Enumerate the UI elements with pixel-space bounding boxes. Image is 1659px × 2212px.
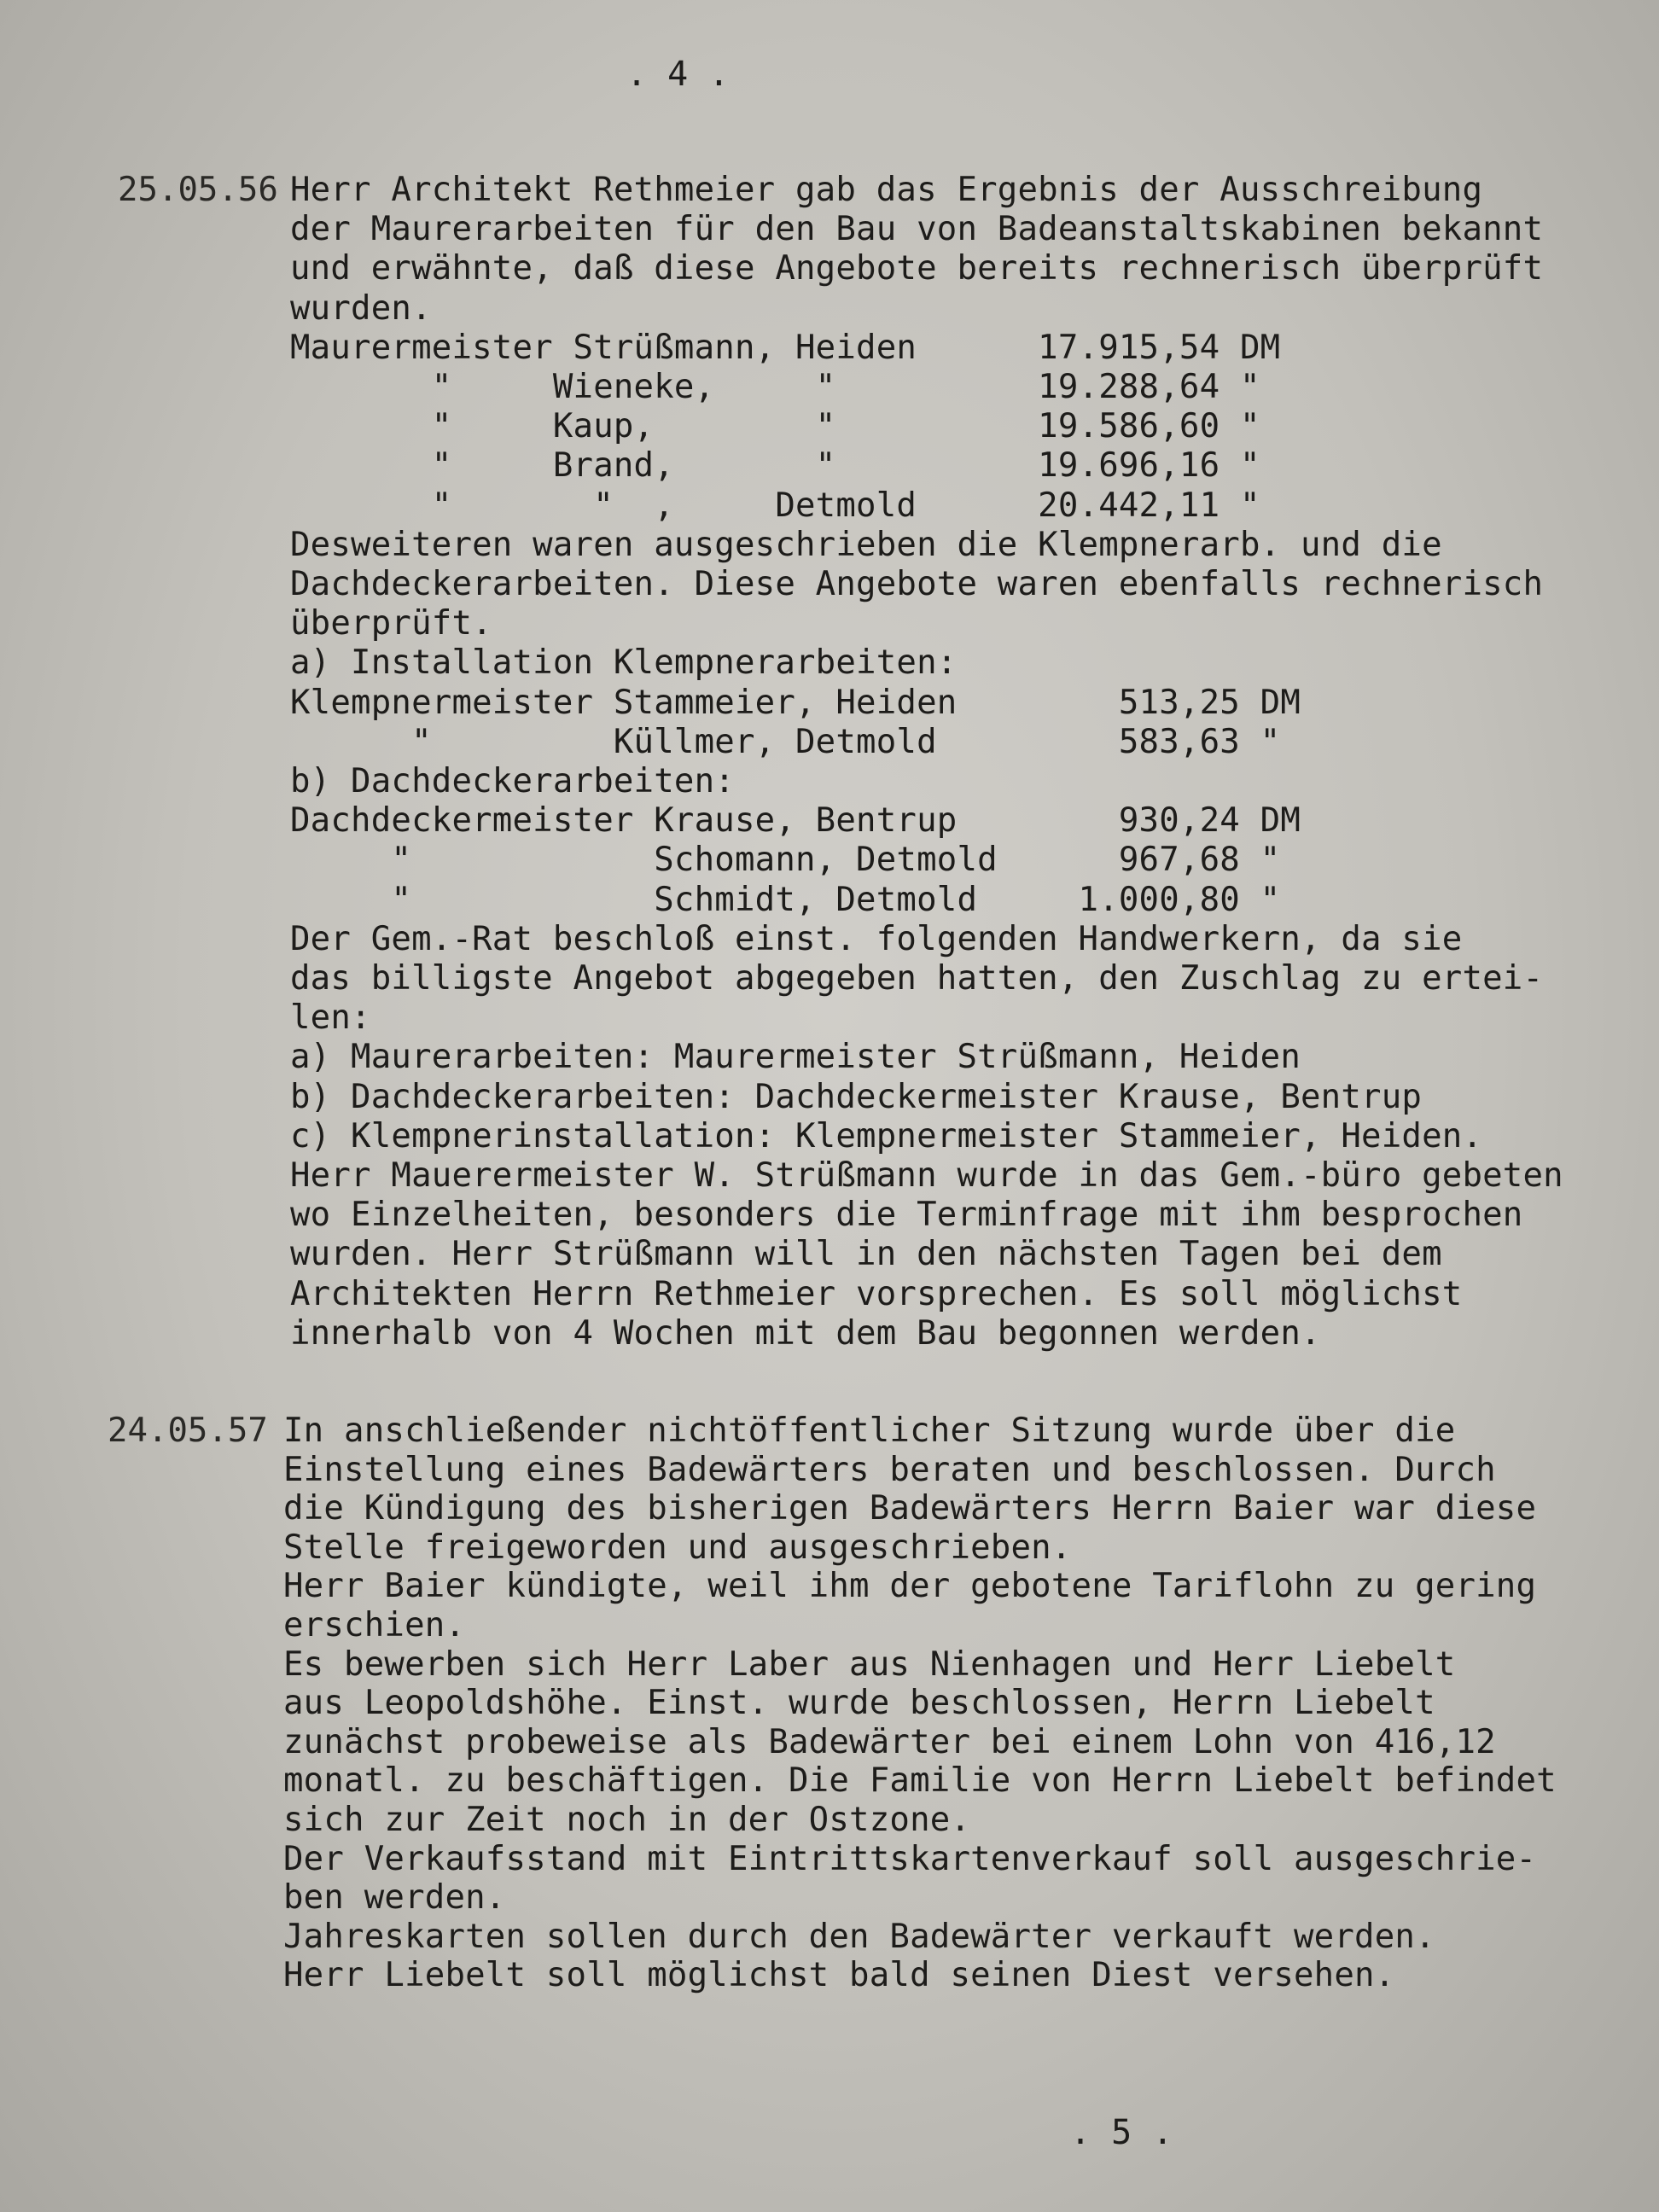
text-line: ben werden. (283, 1878, 506, 1917)
text-line: sich zur Zeit noch in der Ostzone. (283, 1801, 971, 1839)
text-line: wurden. (290, 289, 432, 328)
text-line: Herr Liebelt soll möglichst bald seinen Diest versehen. (283, 1956, 1395, 1994)
text-line: aus Leopoldshöhe. Einst. wurde beschlossen, Herrn Liebelt (283, 1684, 1435, 1722)
page-number-bottom: . 5 . (1070, 2113, 1173, 2152)
text-line: innerhalb von 4 Wochen mit dem Bau begonnen werden. (290, 1314, 1321, 1353)
text-line: Der Gem.-Rat beschloß einst. folgenden Handwerkern, da sie (290, 920, 1463, 958)
text-line: Der Verkaufsstand mit Eintrittskartenverkauf soll ausgeschrie- (283, 1840, 1537, 1878)
text-line: b) Dachdeckerarbeiten: Dachdeckermeister Krause, Bentrup (290, 1078, 1423, 1116)
entry-date: 25.05.56 (118, 171, 278, 209)
page-number-top: . 4 . (626, 55, 730, 94)
text-line: " Schomann, Detmold 967,68 " (290, 841, 1281, 879)
text-line: c) Klempnerinstallation: Klempnermeister Stammeier, Heiden. (290, 1117, 1483, 1155)
text-line: b) Dachdeckerarbeiten: (290, 762, 735, 800)
text-line: Dachdeckermeister Krause, Bentrup 930,24 DM (290, 801, 1301, 840)
text-line: zunächst probeweise als Badewärter bei einem Lohn von 416,12 (283, 1723, 1496, 1761)
text-line: wurden. Herr Strüßmann will in den nächsten Tagen bei dem (290, 1235, 1442, 1273)
text-line: das billigste Angebot abgegeben hatten, den Zuschlag zu ertei- (290, 959, 1544, 998)
text-line: Herr Architekt Rethmeier gab das Ergebnis der Ausschreibung (290, 171, 1483, 209)
text-line: erschien. (283, 1606, 466, 1644)
text-line: Architekten Herrn Rethmeier vorsprechen. Es soll möglichst (290, 1275, 1463, 1313)
text-line: Dachdeckerarbeiten. Diese Angebote waren ebenfalls rechnerisch (290, 565, 1544, 603)
text-line: Herr Baier kündigte, weil ihm der gebotene Tariflohn zu gering (283, 1567, 1537, 1605)
text-line: a) Installation Klempnerarbeiten: (290, 643, 958, 682)
text-line: Stelle freigeworden und ausgeschrieben. (283, 1528, 1072, 1567)
text-line: wo Einzelheiten, besonders die Terminfrage mit ihm besprochen (290, 1196, 1523, 1234)
text-line: " Schmidt, Detmold 1.000,80 " (290, 881, 1281, 919)
text-line: überprüft. (290, 604, 492, 643)
text-line: Maurermeister Strüßmann, Heiden 17.915,54 DM (290, 329, 1281, 367)
text-line: die Kündigung des bisherigen Badewärters Herrn Baier war diese (283, 1489, 1537, 1528)
text-line: der Maurerarbeiten für den Bau von Badeanstaltskabinen bekannt (290, 210, 1544, 248)
text-line: Einstellung eines Badewärters beraten und beschlossen. Durch (283, 1451, 1496, 1489)
text-line: " Brand, " 19.696,16 " (290, 446, 1260, 485)
text-line: Es bewerben sich Herr Laber aus Nienhagen und Herr Liebelt (283, 1645, 1456, 1684)
text-line: monatl. zu beschäftigen. Die Familie von Herrn Liebelt befindet (283, 1761, 1557, 1800)
text-line: " Kaup, " 19.586,60 " (290, 407, 1260, 445)
text-line: Jahreskarten sollen durch den Badewärter verkauft werden. (283, 1918, 1435, 1956)
text-line: In anschließender nichtöffentlicher Sitzung wurde über die (283, 1412, 1456, 1450)
text-line: und erwähnte, daß diese Angebote bereits rechnerisch überprüft (290, 249, 1544, 288)
text-line: a) Maurerarbeiten: Maurermeister Strüßmann, Heiden (290, 1038, 1301, 1076)
entry-date: 24.05.57 (108, 1412, 268, 1450)
text-line: len: (290, 998, 371, 1037)
text-line: Desweiteren waren ausgeschrieben die Klempnerarb. und die (290, 526, 1442, 564)
text-line: " Küllmer, Detmold 583,63 " (290, 723, 1281, 761)
text-line: " Wieneke, " 19.288,64 " (290, 368, 1260, 406)
text-line: Klempnermeister Stammeier, Heiden 513,25 DM (290, 684, 1301, 722)
text-line: " " , Detmold 20.442,11 " (290, 486, 1260, 525)
text-line: Herr Mauerermeister W. Strüßmann wurde in das Gem.-büro gebeten (290, 1156, 1563, 1195)
